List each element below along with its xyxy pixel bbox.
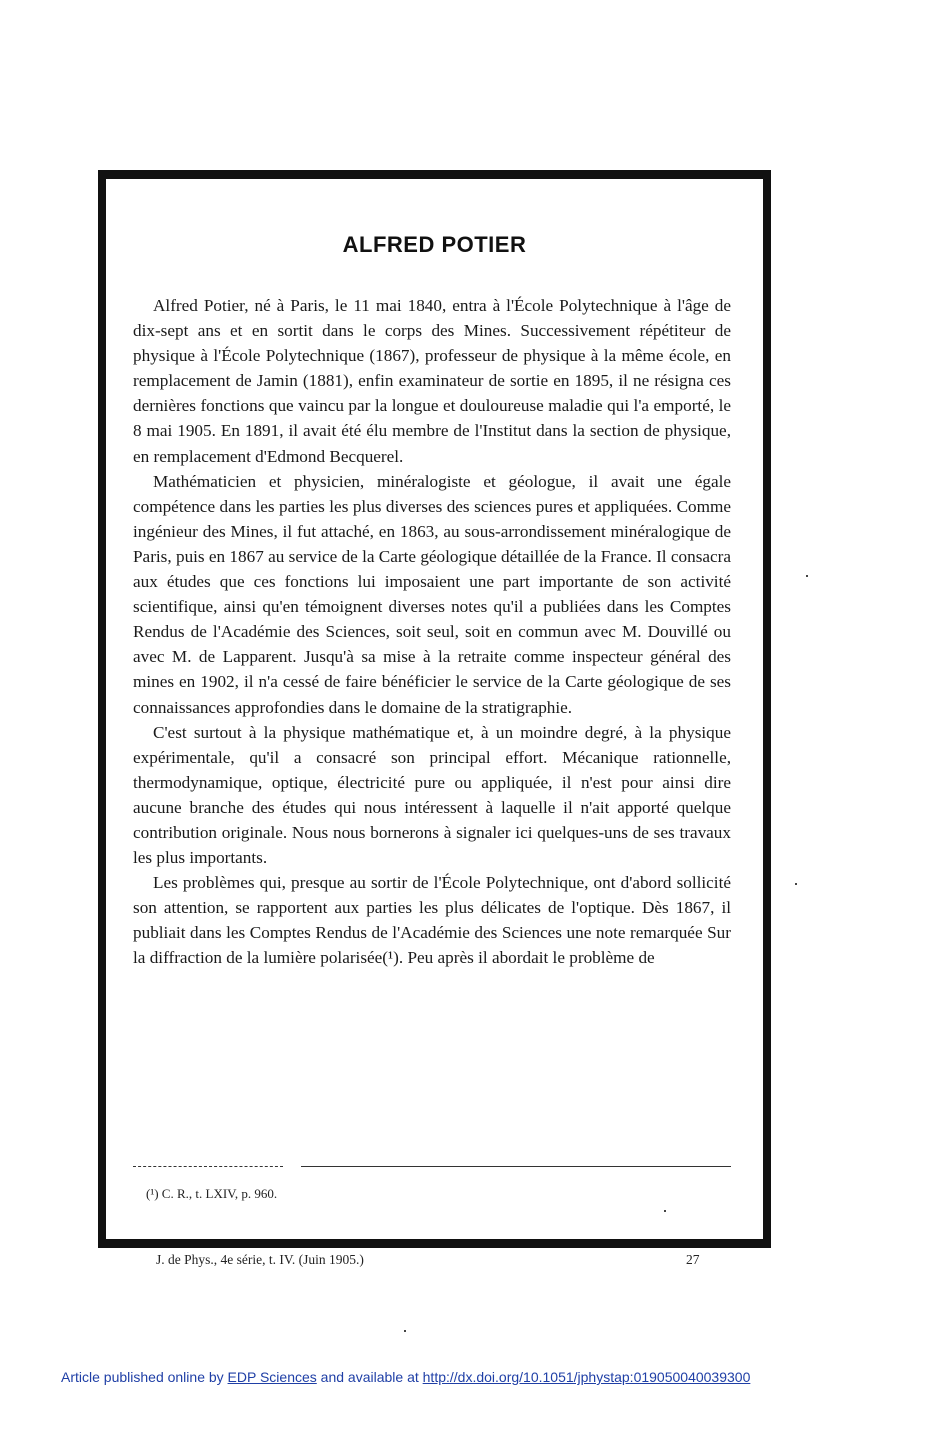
notice-middle: and available at — [316, 1369, 423, 1385]
publication-notice — [61, 1369, 750, 1385]
paragraph: Les problèmes qui, presque au sortir de l'École Polytechnique, ont d'abord sollicité son attention, se rapportent aux parties les plus délicates de l'optique. Dès 1867, il publiait dans les Comptes Rendus de l'Académie des Sciences une note remarquée Sur la diffraction de la lumière polarisée(¹). Peu après il abordait le problème de — [133, 873, 731, 968]
notice-prefix: Article published online by — [61, 1369, 228, 1385]
paragraph: C'est surtout à la physique mathématique et, à un moindre degré, à la physique expérimentale, qu'il a consacré son principal effort. Mécanique rationnelle, thermodynamique, optique, électricité pure ou appliquée, il n'est pour ainsi dire aucune branche des études qui nous intéressent à laquelle il n'ait apporté quelque contribution originale. Nous nous bornerons à signaler ici quelques-uns de ses travaux les plus importants. — [133, 722, 731, 868]
footnote-separator — [133, 1166, 731, 1168]
page-number: 27 — [686, 1252, 700, 1267]
scan-speck — [806, 575, 808, 577]
footnote: (¹) C. R., t. LXIV, p. 960. — [146, 1186, 278, 1201]
separator-line — [301, 1166, 731, 1167]
doi-link[interactable]: http://dx.doi.org/10.1051/jphystap:019050040039300 — [422, 1369, 751, 1385]
paragraph: Mathématicien et physicien, minéralogiste et géologue, il avait une égale compétence dans les parties les plus diverses des sciences pures et appliquées. Comme ingénieur des Mines, il fut attaché, en 1863, au sous-arrondissement minéralogique de Paris, puis en 1867 au service de la Carte géologique détaillée de la France. Il consacra aux études que ces fonctions lui imposaient une part importante de son activité scientifique, ainsi qu'en témoignent diverses notes qu'il a publiées dans les Comptes Rendus de l'Académie des Sciences, soit seul, soit en commun avec M. Douvillé ou avec M. de Lapparent. Jusqu'à sa mise à la retraite comme inspecteur général des mines en 1902, il n'a cessé de faire bénéficier le service de la Carte géologique de ses connaissances approfondies dans le domaine de la stratigraphie. — [133, 471, 731, 717]
separator-dashed — [133, 1166, 283, 1167]
scan-speck — [404, 1330, 406, 1332]
journal-reference: J. de Phys., 4e série, t. IV. (Juin 1905.) — [156, 1252, 364, 1267]
article-body — [133, 293, 731, 971]
article-title: ALFRED POTIER — [342, 232, 527, 257]
scan-speck — [795, 883, 797, 885]
paragraph: Alfred Potier, né à Paris, le 11 mai 1840, entra à l'École Polytechnique à l'âge de dix-sept ans et en sortit dans le corps des Mines. Successivement répétiteur de physique à l'École Polytechnique (1867), professeur de physique à la même école, en remplacement de Jamin (1881), enfin examinateur de sortie en 1895, il ne résigna ces dernières fonctions que vaincu par la longue et douloureuse maladie qui l'a emporté, le 8 mai 1905. En 1891, il avait été élu membre de l'Institut dans la section de physique, en remplacement d'Edmond Becquerel. — [133, 296, 731, 466]
scan-speck — [664, 1210, 666, 1212]
publisher-link[interactable]: EDP Sciences — [227, 1369, 317, 1385]
